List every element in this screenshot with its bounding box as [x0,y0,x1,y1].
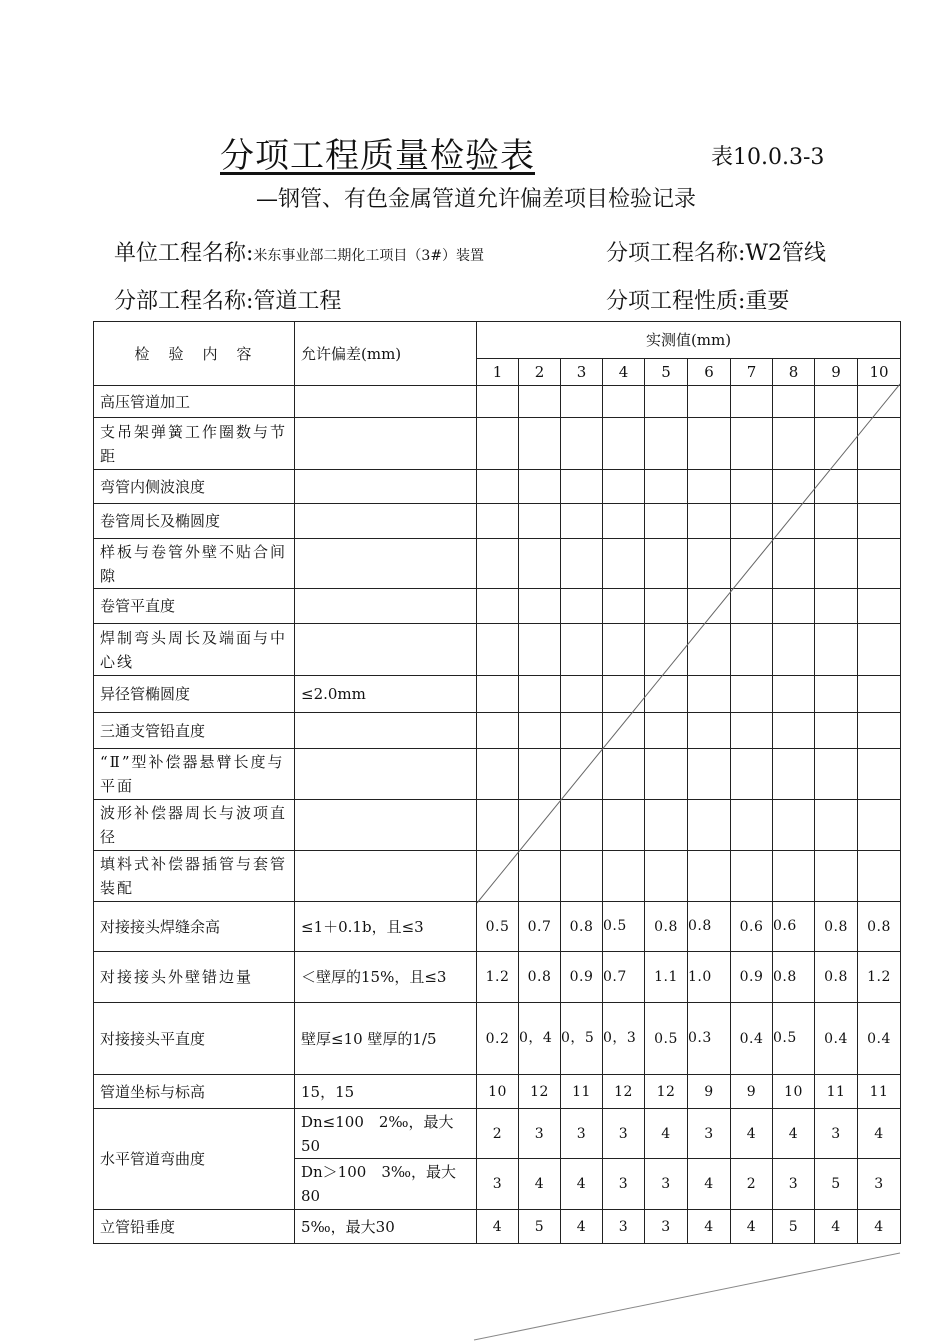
form-title: 分项工程质量检验表 [220,136,535,176]
header-tolerance: 允许偏差(mm) [295,322,477,386]
measured-value [688,418,731,470]
measured-value [645,470,688,504]
measured-value [519,386,561,418]
measured-value [688,851,731,902]
measured-value: 0，4 [519,1003,561,1075]
part-project-value: 管道工程 [253,289,342,314]
measured-value: 3 [477,1159,519,1210]
measured-value [731,470,773,504]
measured-value [561,749,603,800]
measured-value [645,851,688,902]
measured-value [561,470,603,504]
measured-value [773,676,815,713]
row-item: 卷管平直度 [94,589,295,624]
measured-value: 4 [561,1159,603,1210]
measured-value [815,624,858,676]
measured-value [519,749,561,800]
row-tolerance: 5‰，最大30 [295,1210,477,1244]
measured-value [603,713,645,749]
row-tolerance [295,749,477,800]
table-row [94,800,901,851]
measured-value [603,470,645,504]
header-col-1: 1 [477,359,519,386]
measured-value [688,539,731,589]
measured-value [731,539,773,589]
measured-value: 0.8 [688,902,731,952]
measured-value [603,676,645,713]
measured-value [519,589,561,624]
row-tolerance: ≤2.0mm [295,676,477,713]
measured-value [731,749,773,800]
measured-value [731,504,773,539]
header-content: 检 验 内 容 [94,322,295,386]
measured-value [858,800,901,851]
form-subtitle: —钢管、有色金属管道允许偏差项目检验记录 [256,187,697,212]
measured-value [858,589,901,624]
row-tolerance [295,713,477,749]
measured-value: 10 [773,1075,815,1109]
measured-value: 0.7 [519,902,561,952]
measured-value [603,418,645,470]
row-tolerance [295,418,477,470]
measured-value: 0.8 [561,902,603,952]
measured-value [477,713,519,749]
row-item: 对接接头焊缝余高 [94,902,295,952]
measured-value [477,800,519,851]
measured-value: 5 [519,1210,561,1244]
strike-line-bottom [474,1253,900,1340]
measured-value [815,713,858,749]
measured-value [561,539,603,589]
measured-value: 3 [815,1109,858,1159]
measured-value [815,676,858,713]
header-col-6: 6 [688,359,731,386]
measured-value [815,539,858,589]
measured-value [858,470,901,504]
measured-value [603,800,645,851]
measured-value: 0.9 [731,952,773,1003]
measured-value [858,624,901,676]
header-measured: 实测值(mm) [477,322,901,359]
measured-value [773,589,815,624]
measured-value: 12 [519,1075,561,1109]
measured-value [731,624,773,676]
measured-value [477,676,519,713]
measured-value [645,713,688,749]
measured-value [731,589,773,624]
measured-value [603,386,645,418]
row-item: 样板与卷管外壁不贴合间隙 [94,539,295,589]
measured-value: 3 [773,1159,815,1210]
inspection-table [93,321,901,1244]
table-row [94,418,901,470]
measured-value [688,470,731,504]
measured-value [773,800,815,851]
measured-value [645,386,688,418]
measured-value: 3 [645,1210,688,1244]
unit-project-label: 单位工程名称: [114,241,254,266]
measured-value: 4 [561,1210,603,1244]
measured-value [561,504,603,539]
row-item: 高压管道加工 [94,386,295,418]
measured-value [858,713,901,749]
measured-value: 1.0 [688,952,731,1003]
measured-value: 0.3 [688,1003,731,1075]
row-tolerance: Dn≤100 2‰，最大50 [295,1109,477,1159]
measured-value: 0.9 [561,952,603,1003]
measured-value [731,800,773,851]
row-tolerance [295,386,477,418]
measured-value [603,589,645,624]
measured-value [519,504,561,539]
measured-value [858,851,901,902]
measured-value: 4 [731,1210,773,1244]
row-tolerance: Dn＞100 3‰，最大80 [295,1159,477,1210]
measured-value [858,418,901,470]
measured-value [603,749,645,800]
measured-value [773,851,815,902]
measured-value [477,418,519,470]
measured-value: 0.5 [603,902,645,952]
measured-value [477,589,519,624]
row-tolerance: ＜壁厚的15%，且≤3 [295,952,477,1003]
measured-value [645,800,688,851]
measured-value: 9 [688,1075,731,1109]
row-tolerance [295,800,477,851]
table-row [94,1210,901,1244]
measured-value [561,851,603,902]
measured-value [731,386,773,418]
measured-value [561,713,603,749]
table-row [94,624,901,676]
row-tolerance: ≤1＋0.1b，且≤3 [295,902,477,952]
table-row [94,902,901,952]
item-project-label: 分项工程名称: [606,241,746,266]
row-tolerance [295,504,477,539]
row-item: 对接接头平直度 [94,1003,295,1075]
measured-value [731,713,773,749]
measured-value: 0.5 [477,902,519,952]
measured-value: 2 [731,1159,773,1210]
measured-value: 1.2 [477,952,519,1003]
measured-value: 0.8 [858,902,901,952]
measured-value: 0，5 [561,1003,603,1075]
measured-value [645,504,688,539]
row-item: 弯管内侧波浪度 [94,470,295,504]
measured-value: 9 [731,1075,773,1109]
project-nature-value: 重要 [745,289,790,314]
measured-value: 4 [815,1210,858,1244]
measured-value: 3 [519,1109,561,1159]
header-col-8: 8 [773,359,815,386]
measured-value: 3 [603,1210,645,1244]
table-row [94,952,901,1003]
measured-value [815,800,858,851]
measured-value: 3 [561,1109,603,1159]
row-item: 三通支管铅直度 [94,713,295,749]
measured-value: 11 [561,1075,603,1109]
measured-value [815,504,858,539]
measured-value [519,800,561,851]
measured-value [603,504,645,539]
measured-value: 3 [858,1159,901,1210]
measured-value [688,749,731,800]
measured-value: 4 [858,1109,901,1159]
table-row [94,386,901,418]
measured-value: 4 [858,1210,901,1244]
measured-value [477,504,519,539]
measured-value [858,504,901,539]
row-tolerance [295,539,477,589]
row-item: 立管铅垂度 [94,1210,295,1244]
measured-value [477,749,519,800]
measured-value [773,749,815,800]
row-item: 支吊架弹簧工作圈数与节距 [94,418,295,470]
row-item: 水平管道弯曲度 [94,1109,295,1210]
measured-value [477,386,519,418]
measured-value: 0.2 [477,1003,519,1075]
measured-value: 11 [815,1075,858,1109]
measured-value [773,504,815,539]
measured-value [688,676,731,713]
measured-value [645,676,688,713]
measured-value [731,418,773,470]
measured-value: 5 [815,1159,858,1210]
header-col-7: 7 [731,359,773,386]
measured-value [815,418,858,470]
measured-value [688,800,731,851]
measured-value [858,386,901,418]
measured-value [519,851,561,902]
row-item: 对接接头外壁错边量 [94,952,295,1003]
unit-project-value: 米东事业部二期化工项目（3#）装置 [253,248,485,264]
measured-value [645,624,688,676]
measured-value: 0.8 [519,952,561,1003]
measured-value [773,418,815,470]
measured-value [688,504,731,539]
measured-value [688,624,731,676]
row-tolerance [295,624,477,676]
measured-value: 0，3 [603,1003,645,1075]
measured-value [561,676,603,713]
table-row [94,504,901,539]
measured-value: 4 [645,1109,688,1159]
measured-value: 10 [477,1075,519,1109]
measured-value: 0.7 [603,952,645,1003]
measured-value: 0.8 [815,952,858,1003]
row-tolerance [295,589,477,624]
measured-value [815,386,858,418]
unit-project-field [114,236,484,267]
row-item: 波形补偿器周长与波项直径 [94,800,295,851]
measured-value: 1.1 [645,952,688,1003]
measured-value [815,851,858,902]
measured-value [519,624,561,676]
measured-value: 3 [603,1159,645,1210]
row-tolerance [295,470,477,504]
measured-value: 0.8 [815,902,858,952]
form-code: 表10.0.3-3 [711,145,825,170]
project-nature-label: 分项工程性质: [606,289,746,314]
measured-value [561,624,603,676]
measured-value [815,470,858,504]
measured-value [561,589,603,624]
row-tolerance: 壁厚≤10 壁厚的1/5 [295,1003,477,1075]
row-item: “Ⅱ”型补偿器悬臂长度与平面 [94,749,295,800]
measured-value: 5 [773,1210,815,1244]
measured-value [815,749,858,800]
measured-value: 4 [773,1109,815,1159]
measured-value [645,418,688,470]
table-row [94,676,901,713]
part-project-label: 分部工程名称: [114,289,254,314]
measured-value: 0.8 [773,952,815,1003]
measured-value [519,418,561,470]
measured-value: 12 [645,1075,688,1109]
measured-value [561,386,603,418]
header-col-3: 3 [561,359,603,386]
project-nature-field [606,284,789,315]
measured-value [858,676,901,713]
measured-value: 2 [477,1109,519,1159]
header-col-10: 10 [858,359,901,386]
measured-value: 0.5 [645,1003,688,1075]
measured-value [561,418,603,470]
measured-value: 3 [603,1109,645,1159]
measured-value [773,386,815,418]
header-col-4: 4 [603,359,645,386]
row-tolerance [295,851,477,902]
measured-value: 0.4 [858,1003,901,1075]
table-row [94,1075,901,1109]
measured-value: 0.5 [773,1003,815,1075]
measured-value: 0.6 [773,902,815,952]
measured-value [773,470,815,504]
header-col-2: 2 [519,359,561,386]
measured-value [477,470,519,504]
table-row [94,1003,901,1075]
measured-value [603,851,645,902]
measured-value [645,589,688,624]
row-item: 异径管椭圆度 [94,676,295,713]
measured-value: 3 [688,1109,731,1159]
table-row [94,470,901,504]
measured-value: 11 [858,1075,901,1109]
measured-value [645,539,688,589]
item-project-value: W2管线 [745,241,827,266]
table-row [94,589,901,624]
item-project-field [606,236,826,267]
measured-value [519,676,561,713]
measured-value [858,539,901,589]
table-row [94,539,901,589]
measured-value: 0.4 [815,1003,858,1075]
row-item: 填料式补偿器插管与套管装配 [94,851,295,902]
table-row [94,1109,901,1159]
measured-value: 0.6 [731,902,773,952]
measured-value: 12 [603,1075,645,1109]
part-project-field [114,284,341,315]
table-row [94,713,901,749]
measured-value [731,851,773,902]
measured-value [561,800,603,851]
measured-value: 4 [731,1109,773,1159]
header-col-5: 5 [645,359,688,386]
measured-value [519,713,561,749]
measured-value [603,539,645,589]
measured-value: 4 [688,1159,731,1210]
measured-value: 1.2 [858,952,901,1003]
measured-value [645,749,688,800]
measured-value [688,713,731,749]
measured-value [477,851,519,902]
measured-value [603,624,645,676]
measured-value: 3 [645,1159,688,1210]
measured-value: 4 [477,1210,519,1244]
measured-value [773,539,815,589]
measured-value [815,589,858,624]
measured-value [731,676,773,713]
measured-value [519,470,561,504]
measured-value [773,624,815,676]
measured-value [688,589,731,624]
measured-value: 0.4 [731,1003,773,1075]
header-col-9: 9 [815,359,858,386]
row-tolerance: 15，15 [295,1075,477,1109]
table-row [94,749,901,800]
row-item: 卷管周长及椭圆度 [94,504,295,539]
row-item: 焊制弯头周长及端面与中心线 [94,624,295,676]
measured-value [688,386,731,418]
measured-value [519,539,561,589]
measured-value: 4 [688,1210,731,1244]
measured-value [858,749,901,800]
table-row [94,851,901,902]
measured-value: 0.8 [645,902,688,952]
measured-value: 4 [519,1159,561,1210]
row-item: 管道坐标与标高 [94,1075,295,1109]
measured-value [477,624,519,676]
measured-value [477,539,519,589]
measured-value [773,713,815,749]
